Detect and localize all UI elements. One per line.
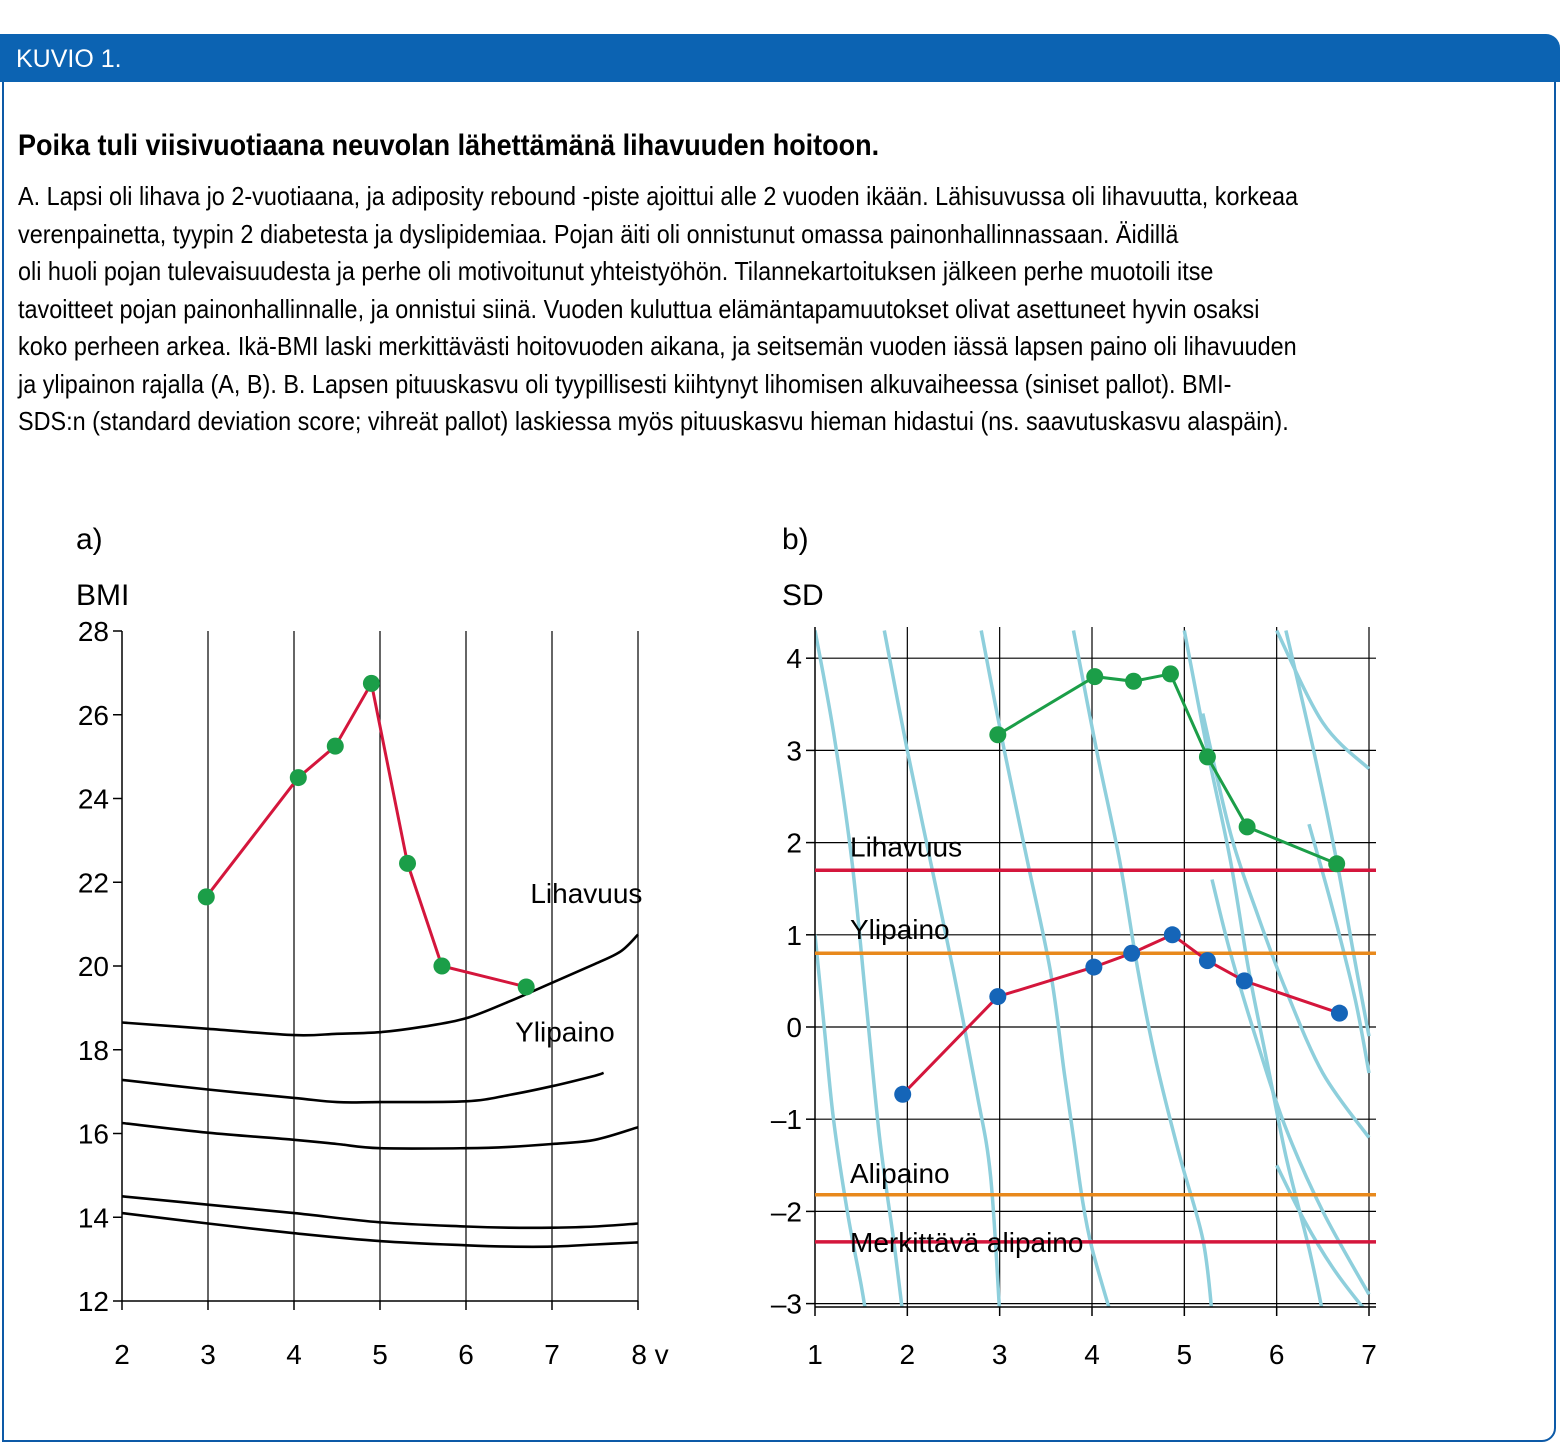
chart-a-y-tick-label: 18	[77, 1034, 109, 1066]
chart-a-data-point	[518, 978, 535, 995]
chart-a-label-lihavuus: Lihavuus	[530, 878, 643, 910]
chart-b-data-point	[1125, 673, 1142, 690]
chart-a-x-tick-label: 5	[372, 1339, 388, 1370]
chart-a-data-point	[363, 675, 380, 692]
chart-b-data-point	[1199, 748, 1216, 765]
caption-line: A. Lapsi oli lihava jo 2-vuotiaana, ja adiposity rebound -piste ajoittui alle 2 vuoden ikään. Lähisuvussa oli lihavuutta, korkeaa	[18, 181, 1298, 211]
chart-a-bmi	[76, 523, 669, 1370]
chart-a-x-tick-label: 8 v	[631, 1339, 669, 1370]
chart-b-y-tick-label: –3	[770, 1288, 802, 1320]
chart-b-x-tick-label: 4	[1084, 1339, 1100, 1370]
chart-b-data-point	[1199, 952, 1216, 969]
chart-b-y-axis-label: SD	[782, 579, 824, 612]
chart-a-y-tick-label: 20	[77, 951, 109, 982]
caption-line: oli huoli pojan tulevaisuudesta ja perhe oli motivoitunut yhteistyöhön. Tilannekartoituksen jälkeen perhe muotoili itse	[18, 256, 1214, 286]
chart-b-x-tick-label: 7	[1361, 1339, 1377, 1370]
chart-b-reference-label: Alipaino	[850, 1157, 950, 1189]
chart-b-data-point	[1123, 945, 1140, 962]
chart-a-y-tick-label: 12	[77, 1286, 109, 1317]
figure-title: Poika tuli viisivuotiaana neuvolan lähettämänä lihavuuden hoitoon.	[18, 129, 880, 162]
chart-a-label-ylipaino: Ylipaino	[515, 1016, 615, 1048]
chart-b-reference-label: Lihavuus	[850, 831, 963, 863]
caption-line: ja ylipainon rajalla (A, B). B. Lapsen pituuskasvu oli tyypillisesti kiihtynyt lihomisen alkuvaiheessa (siniset pallot). BMI-	[18, 368, 1232, 399]
caption-line: verenpainetta, tyypin 2 diabetesta ja dyslipidemiaa. Pojan äiti oli onnistunut omassa painonhallinnassaan. Äidillä	[18, 218, 1179, 249]
chart-a-grid	[208, 631, 638, 1301]
chart-b-y-tick-label: 4	[786, 643, 802, 675]
chart-a-y-tick-label: 14	[77, 1202, 109, 1234]
chart-b-panel-label: b)	[782, 523, 809, 556]
chart-b-growth-curve	[1277, 1165, 1369, 1313]
chart-b-data-point	[1328, 855, 1345, 872]
chart-b-x-tick-label: 6	[1268, 1339, 1285, 1370]
chart-b-data-point	[989, 988, 1006, 1005]
chart-b-growth-curve	[1212, 880, 1369, 1295]
chart-b-growth-curve	[884, 631, 999, 1313]
chart-b-y-tick-label: –2	[770, 1196, 802, 1228]
chart-b-data-point	[1236, 972, 1253, 989]
chart-a-x-tick-label: 3	[200, 1339, 216, 1370]
chart-b-growth-curve	[815, 631, 903, 1313]
chart-a-x-tick-label: 2	[114, 1339, 130, 1370]
figure-number: KUVIO 1.	[16, 45, 122, 73]
chart-a-data-point	[327, 738, 344, 755]
chart-b-series-line	[998, 674, 1337, 864]
chart-b-data-point	[1331, 1005, 1348, 1022]
caption-line: SDS:n (standard deviation score; vihreät pallot) laskiessa myös pituuskasvu hieman hidastui (ns. saavutuskasvu alaspäin).	[18, 406, 1289, 436]
chart-a-y-tick-label: 22	[77, 867, 109, 899]
chart-a-y-tick-label: 16	[77, 1118, 109, 1150]
chart-a-reference-curve	[122, 1073, 604, 1103]
chart-a-panel-label: a)	[76, 523, 103, 556]
chart-a-data-point	[433, 958, 450, 975]
chart-a-x-tick-label: 4	[286, 1339, 302, 1370]
chart-b-y-tick-label: 2	[786, 827, 802, 859]
chart-a-data-point	[399, 855, 416, 872]
chart-a-x-tick-label: 6	[458, 1339, 474, 1370]
chart-b-growth-curve	[1203, 714, 1369, 1138]
chart-b-data-point	[1164, 926, 1181, 943]
chart-a-x-tick-label: 7	[544, 1339, 560, 1370]
caption-line: koko perheen arkea. Ikä-BMI laski merkittävästi hoitovuoden aikana, ja seitsemän vuoden iässä lapsen paino oli lihavuuden	[18, 331, 1297, 361]
chart-b-x-tick-label: 5	[1176, 1339, 1193, 1370]
chart-b-y-tick-label: 3	[786, 735, 802, 767]
chart-b-growth-curve	[1286, 631, 1369, 1037]
chart-b-y-tick-label: 0	[786, 1012, 802, 1043]
chart-a-data-point	[198, 888, 215, 905]
chart-a-y-tick-label: 24	[77, 783, 109, 815]
chart-a-data-point	[290, 769, 307, 786]
chart-b-x-tick-label: 3	[991, 1339, 1008, 1370]
chart-b-data-point	[1239, 818, 1256, 835]
chart-b-sd	[771, 523, 1377, 1370]
chart-a-series-line	[206, 683, 526, 987]
chart-b-data-point	[1085, 959, 1102, 976]
chart-b-y-tick-label: –1	[770, 1104, 802, 1136]
chart-b-x-tick-label: 2	[899, 1339, 916, 1370]
chart-b-x-tick-label: 1	[807, 1339, 823, 1370]
chart-b-y-tick-label: 1	[786, 919, 802, 951]
caption-line: tavoitteet pojan painonhallinnalle, ja onnistui siinä. Vuoden kuluttua elämäntapamuutokset olivat asettuneet hyvin osaksi	[18, 293, 1260, 324]
chart-b-data-point	[1162, 665, 1179, 682]
chart-a-y-axis-label: BMI	[76, 579, 130, 612]
chart-b-reference-label: Ylipaino	[850, 914, 950, 946]
chart-a-y-tick-label: 26	[77, 699, 109, 731]
chart-b-data-point	[989, 726, 1006, 743]
chart-b-growth-curve	[1184, 631, 1323, 1313]
chart-b-data-point	[1086, 668, 1103, 685]
chart-a-y-tick-label: 28	[77, 616, 109, 647]
chart-b-reference-label: Merkittävä alipaino	[850, 1226, 1084, 1258]
chart-b-data-point	[894, 1086, 911, 1103]
